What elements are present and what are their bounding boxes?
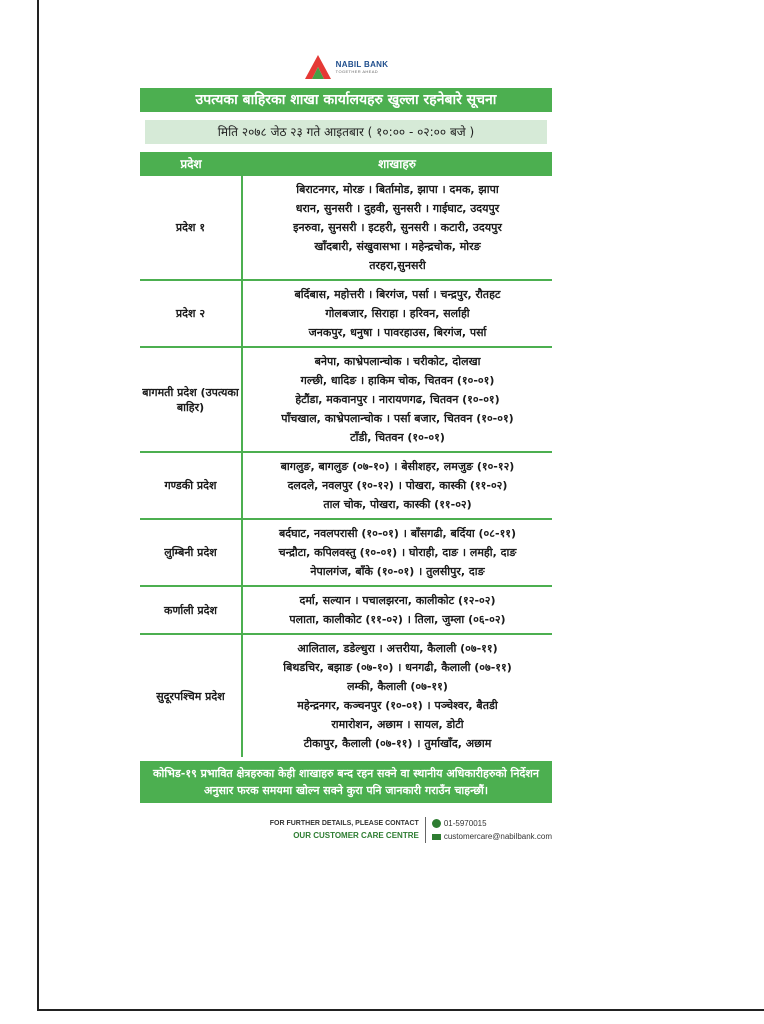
table-row (140, 586, 552, 634)
table-row (140, 347, 552, 452)
branch-list (242, 347, 552, 452)
contact-section (140, 817, 552, 843)
branch-list (242, 280, 552, 347)
branch-rows (140, 175, 552, 757)
contact-line1: FOR FURTHER DETAILS, PLEASE CONTACT (269, 820, 419, 827)
province-name: प्रदेश १ (140, 175, 242, 280)
branch-line: जनकपुर, धनुषा । पावरहाउस, बिरगंज, पर्सा (308, 326, 487, 339)
province-name: गण्डकी प्रदेश (140, 452, 242, 519)
branch-list (242, 634, 552, 757)
table-row (140, 452, 552, 519)
branch-line: तरहरा,सुनसरी (369, 259, 426, 272)
branch-line: बिराटनगर, मोरङ । बिर्तामोड, झापा । दमक, झापा (296, 183, 499, 196)
notice-poster (140, 50, 552, 843)
branch-line: बनेपा, काभ्रेपलान्चोक । चरीकोट, दोलखा (314, 355, 481, 368)
branch-line: बर्दघाट, नवलपरासी (१०-०१) । बाँसगढी, बर्दिया (०८-११) (278, 527, 517, 540)
contact-phone: 01-5970015 (443, 819, 487, 828)
branch-line: चन्द्रौटा, कपिलवस्तु (१०-०१) । घोराही, दाङ । लमही, दाङ (278, 546, 517, 559)
branch-list (242, 586, 552, 634)
branch-line: बिथडचिर, बझाङ (०७-१०) । धनगढी, कैलाली (०७-११) (283, 661, 512, 674)
covid-note: कोभिड-१९ प्रभावित क्षेत्रहरुका केही शाखाहरु बन्द रहन सक्ने वा स्थानीय अधिकारीहरुको निर्देशन अनुसार फरक समयमा खोल्न सक्ने कुरा पनि जानकारी गराउँन चाहन्छौं। (140, 761, 552, 803)
mail-icon (432, 834, 441, 840)
header-province: प्रदेश (140, 152, 242, 175)
branch-line: गोलबजार, सिराहा । हरिवन, सर्लाही (325, 307, 470, 320)
table-row (140, 519, 552, 586)
branch-line: धरान, सुनसरी । दुहवी, सुनसरी । गाईघाट, उदयपुर (295, 202, 500, 215)
branch-line: बर्दिबास, महोत्तरी । बिरगंज, पर्सा । चन्द्रपुर, रौतहट (294, 288, 501, 301)
bank-tagline: TOGETHER AHEAD (335, 69, 379, 74)
branch-line: इनरुवा, सुनसरी । इटहरी, सुनसरी । कटारी, उदयपुर (293, 221, 502, 234)
branch-line: ताल चोक, पोखरा, कास्की (११-०२) (323, 498, 472, 511)
branch-line: पाँचखाल, काभ्रेपलान्चोक । पर्सा बजार, चितवन (१०-०१) (281, 412, 514, 425)
province-name: लुम्बिनी प्रदेश (140, 519, 242, 586)
branch-line: खाँदबारी, संखुवासभा । महेन्द्रचोक, मोरङ (314, 240, 481, 253)
branch-line: हेटौंडा, मकवानपुर । नारायणगढ, चितवन (१०-०१) (295, 393, 500, 406)
branch-table (140, 152, 552, 757)
branch-list (242, 175, 552, 280)
branch-line: बागलुङ, बागलुङ (०७-१०) । बेसीशहर, लमजुङ (१०-१२) (280, 460, 515, 473)
province-name: कर्णाली प्रदेश (140, 586, 242, 634)
province-name: प्रदेश २ (140, 280, 242, 347)
phone-icon (432, 819, 441, 828)
branch-line: टाँडी, चितवन (१०-०१) (350, 431, 445, 444)
branch-line: टीकापुर, कैलाली (०७-११) । तुर्माखाँद, अछाम (303, 737, 492, 750)
contact-divider (425, 817, 426, 843)
branch-line: लम्की, कैलाली (०७-११) (347, 680, 448, 693)
notice-date: मिति २०७८ जेठ २३ गते आइतबार ( १०:०० - ०२:०० बजे ) (145, 120, 547, 144)
nabil-logo-icon (304, 54, 332, 80)
branch-line: पलाता, कालीकोट (११-०२) । तिला, जुम्ला (०६-०२) (289, 613, 506, 626)
province-name: सुदूरपश्चिम प्रदेश (140, 634, 242, 757)
branch-line: दर्मा, सल्यान । पचालझरना, कालीकोट (१२-०२) (299, 594, 496, 607)
header-branches: शाखाहरु (242, 152, 552, 175)
bank-logo (140, 50, 552, 84)
branch-line: रामारोशन, अछाम । सायल, डोटी (331, 718, 464, 731)
branch-line: महेन्द्रनगर, कञ्चनपुर (१०-०१) । पञ्चेश्वर, बैतडी (297, 699, 498, 712)
province-name: बागमती प्रदेश (उपत्यका बाहिर) (140, 347, 242, 452)
branch-list (242, 452, 552, 519)
contact-email: customercare@nabilbank.com (443, 832, 552, 841)
branch-line: नेपालगंज, बाँके (१०-०१) । तुलसीपुर, दाङ (310, 565, 485, 578)
table-row (140, 280, 552, 347)
branch-line: दलदले, नवलपुर (१०-१२) । पोखरा, कास्की (११-०२) (287, 479, 508, 492)
contact-line2: OUR CUSTOMER CARE CENTRE (293, 831, 419, 840)
table-row (140, 175, 552, 280)
branch-line: आलिताल, डडेल्धुरा । अत्तरीया, कैलाली (०७-११) (297, 642, 498, 655)
table-row (140, 634, 552, 757)
branch-list (242, 519, 552, 586)
bank-name: NABIL BANK (335, 60, 389, 69)
notice-title: उपत्यका बाहिरका शाखा कार्यालयहरु खुल्ला रहनेबारे सूचना (140, 88, 552, 112)
branch-line: गल्छी, धादिङ । हाकिम चोक, चितवन (१०-०१) (300, 374, 495, 387)
